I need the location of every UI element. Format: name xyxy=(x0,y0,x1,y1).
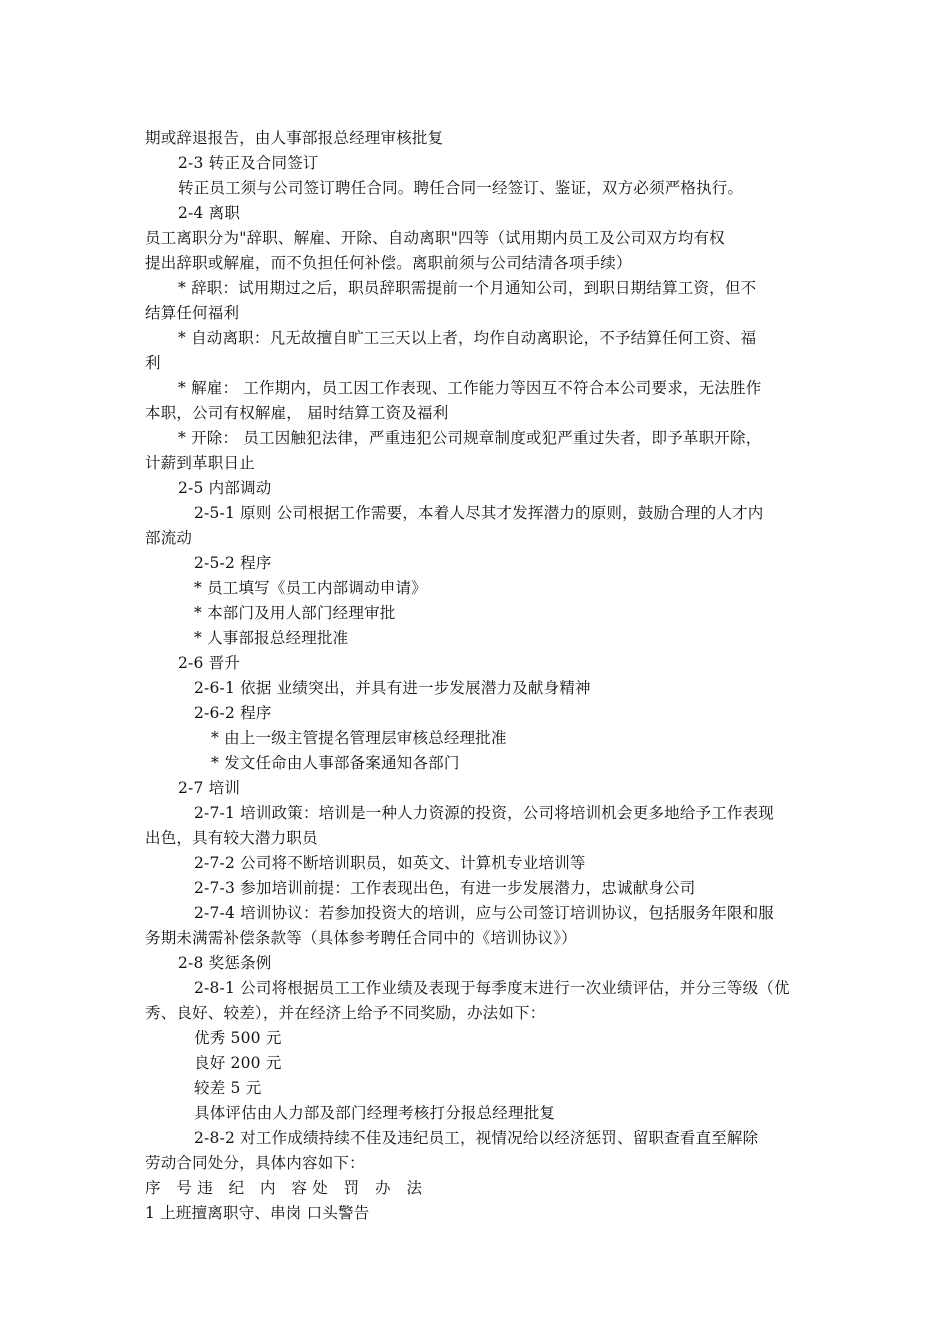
text-line: 2-7-1 培训政策：培训是一种人力资源的投资，公司将培训机会更多地给予工作表现 xyxy=(194,804,774,822)
bullet-line: * 自动离职：凡无故擅自旷工三天以上者，均作自动离职论，不予结算任何工资、福 xyxy=(178,329,757,347)
text-line: 2-7-2 公司将不断培训职员，如英文、计算机专业培训等 xyxy=(194,854,586,872)
text-line: 劳动合同处分，具体内容如下： xyxy=(145,1154,365,1172)
section-heading: 2-4 离职 xyxy=(178,204,241,222)
table-row: 1 上班擅离职守、串岗 口头警告 xyxy=(145,1204,370,1222)
reward-line: 较差 5 元 xyxy=(194,1079,262,1097)
text-line: 2-8-1 公司将根据员工工作业绩及表现于每季度末进行一次业绩评估，并分三等级（优 xyxy=(194,979,790,997)
section-heading: 2-5 内部调动 xyxy=(178,479,272,497)
reward-line: 良好 200 元 xyxy=(194,1054,282,1072)
bullet-line: * 人事部报总经理批准 xyxy=(194,629,349,647)
bullet-line: * 员工填写《员工内部调动申请》 xyxy=(194,579,427,597)
text-line: 2-5-1 原则 公司根据工作需要，本着人尽其才发挥潜力的原则，鼓励合理的人才内 xyxy=(194,504,764,522)
subsection-heading: 2-6-2 程序 xyxy=(194,704,272,722)
bullet-line: * 解雇： 工作期内，员工因工作表现、工作能力等因互不符合本公司要求，无法胜作 xyxy=(178,379,762,397)
text-line: 提出辞职或解雇，而不负担任何补偿。离职前须与公司结清各项手续） xyxy=(145,254,632,272)
text-line: 结算任何福利 xyxy=(145,304,240,322)
text-line: 2-6-1 依据 业绩突出，并具有进一步发展潜力及献身精神 xyxy=(194,679,591,697)
text-line: 计薪到革职日止 xyxy=(145,454,255,472)
section-heading: 2-6 晋升 xyxy=(178,654,241,672)
section-heading: 2-3 转正及合同签订 xyxy=(178,154,319,172)
bullet-line: * 辞职：试用期过之后，职员辞职需提前一个月通知公司，到职日期结算工资，但不 xyxy=(178,279,757,297)
text-line: 2-7-3 参加培训前提：工作表现出色，有进一步发展潜力，忠诚献身公司 xyxy=(194,879,696,897)
bullet-line: * 开除： 员工因触犯法律，严重违犯公司规章制度或犯严重过失者，即予革职开除， xyxy=(178,429,762,447)
text-line: 2-8-2 对工作成绩持续不佳及违纪员工，视情况给以经济惩罚、留职查看直至解除 xyxy=(194,1129,759,1147)
bullet-line: * 发文任命由人事部备案通知各部门 xyxy=(211,754,460,772)
text-line: 部流动 xyxy=(145,529,193,547)
text-line: 本职，公司有权解雇， 届时结算工资及福利 xyxy=(145,404,449,422)
section-heading: 2-7 培训 xyxy=(178,779,241,797)
text-line: 期或辞退报告，由人事部报总经理审核批复 xyxy=(145,129,444,147)
bullet-line: * 由上一级主管提名管理层审核总经理批准 xyxy=(211,729,507,747)
text-line: 转正员工须与公司签订聘任合同。聘任合同一经签订、鉴证，双方必须严格执行。 xyxy=(178,179,744,197)
text-line: 利 xyxy=(145,354,161,372)
text-line: 务期未满需补偿条款等（具体参考聘任合同中的《培训协议》） xyxy=(145,929,577,947)
reward-line: 优秀 500 元 xyxy=(194,1029,282,1047)
text-line: 2-7-4 培训协议：若参加投资大的培训，应与公司签订培训协议，包括服务年限和服 xyxy=(194,904,774,922)
text-line: 具体评估由人力部及部门经理考核打分报总经理批复 xyxy=(194,1104,556,1122)
bullet-line: * 本部门及用人部门经理审批 xyxy=(194,604,396,622)
text-line: 秀、良好、较差），并在经济上给予不同奖励，办法如下： xyxy=(145,1004,546,1022)
subsection-heading: 2-5-2 程序 xyxy=(194,554,272,572)
text-line: 出色，具有较大潜力职员 xyxy=(145,829,318,847)
text-line: 员工离职分为"辞职、解雇、开除、自动离职"四等（试用期内员工及公司双方均有权 xyxy=(145,229,725,247)
table-header: 序 号 违 纪 内 容 处 罚 办 法 xyxy=(145,1179,423,1197)
section-heading: 2-8 奖惩条例 xyxy=(178,954,272,972)
